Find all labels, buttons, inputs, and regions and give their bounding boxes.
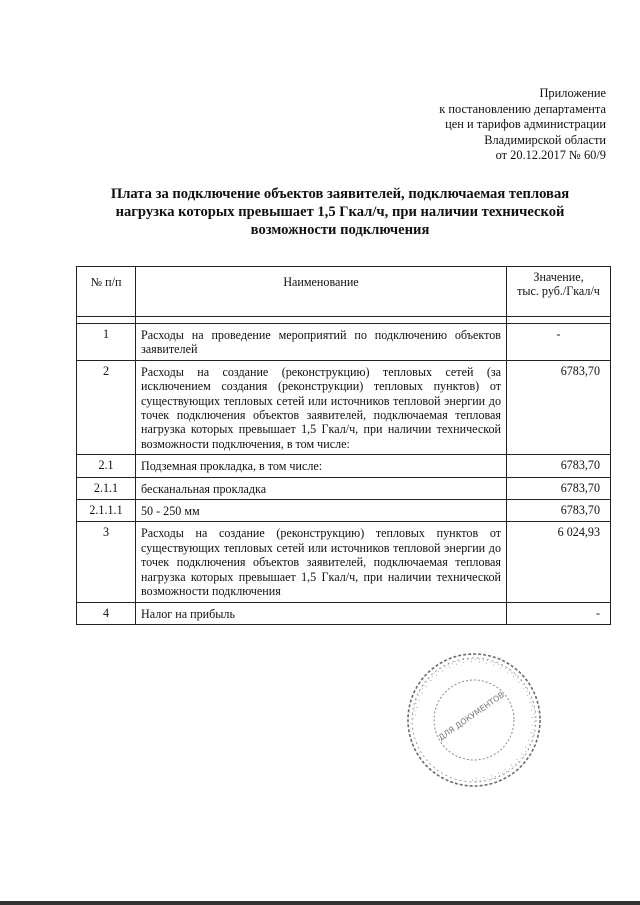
row-name: Расходы на проведение мероприятий по подключению объектов заявителей [136,324,507,361]
title-line: Плата за подключение объектов заявителей, подключаемая тепловая [110,186,570,202]
table-row [77,477,611,499]
row-value: 6783,70 [507,477,611,499]
svg-text:·:·:·:·:·:·:·:·:·:·:·:·:·:·:·:: ·:·:·:·:·:·:·:·:·:·:·:·:·:·:·:·:·:·:·:·:·:·:·:·:·:·:·:·:·:·:·:·:·:·:·:·:· [409,655,539,785]
row-name: 50 - 250 мм [136,500,507,522]
appendix-line: Приложение [539,86,606,100]
appendix-block [439,86,606,164]
row-name: Подземная прокладка, в том числе: [136,455,507,477]
table-row [77,500,611,522]
stamp-text: ДЛЯ ДОКУМЕНТОВ [436,690,506,743]
page-bottom-edge [0,901,640,905]
document-title [100,185,580,239]
row-name: бесканальная прокладка [136,477,507,499]
appendix-line: Владимирской области [484,132,606,147]
table-row [77,522,611,602]
spacer-row [77,317,611,324]
table-header-row [77,267,611,317]
appendix-line: от 20.12.2017 № 60/9 [495,148,606,162]
row-num: 1 [77,324,136,361]
appendix-line: цен и тарифов администрации [445,117,606,131]
header-value-line: Значение, [533,270,584,284]
row-name: Расходы на создание (реконструкцию) тепловых пунктов от существующих тепловых сетей или источников тепловой энергии до точек подключения объектов заявителей, подключаемая тепловая нагрузка которых превышает 1,5 Гкал/ч, при наличии технической возможности подключения [136,522,507,602]
row-value: 6783,70 [507,360,611,454]
tariff-table [76,266,611,625]
row-value: 6783,70 [507,500,611,522]
row-value: 6 024,93 [507,522,611,602]
table-row [77,324,611,361]
row-value: - [507,324,611,361]
row-name: Налог на прибыль [136,602,507,624]
row-name: Расходы на создание (реконструкцию) тепловых сетей (за исключением создания (реконструкции) тепловых пунктов) от существующих тепловых сетей или источников тепловой энергии до точек подключения объектов заявителей, подключаемая тепловая нагрузка которых превышает 1,5 Гкал/ч, при наличии технической возможности подключения, в том числе: [136,360,507,454]
header-name: Наименование [136,267,507,317]
row-value: 6783,70 [507,455,611,477]
official-stamp [404,650,544,790]
header-num: № п/п [77,267,136,317]
table-row [77,455,611,477]
row-value: - [507,602,611,624]
title-line: нагрузка которых превышает 1,5 Гкал/ч, при наличии технической [115,204,565,220]
row-num: 2.1.1.1 [77,500,136,522]
table-row [77,360,611,454]
row-num: 2 [77,360,136,454]
header-value [507,267,611,317]
row-num: 2.1 [77,455,136,477]
appendix-line: к постановлению департамента [439,101,606,116]
table-row [77,602,611,624]
row-num: 3 [77,522,136,602]
row-num: 2.1.1 [77,477,136,499]
row-num: 4 [77,602,136,624]
header-value-line: тыс. руб./Гкал/ч [517,284,600,299]
title-line: возможности подключения [250,222,430,238]
